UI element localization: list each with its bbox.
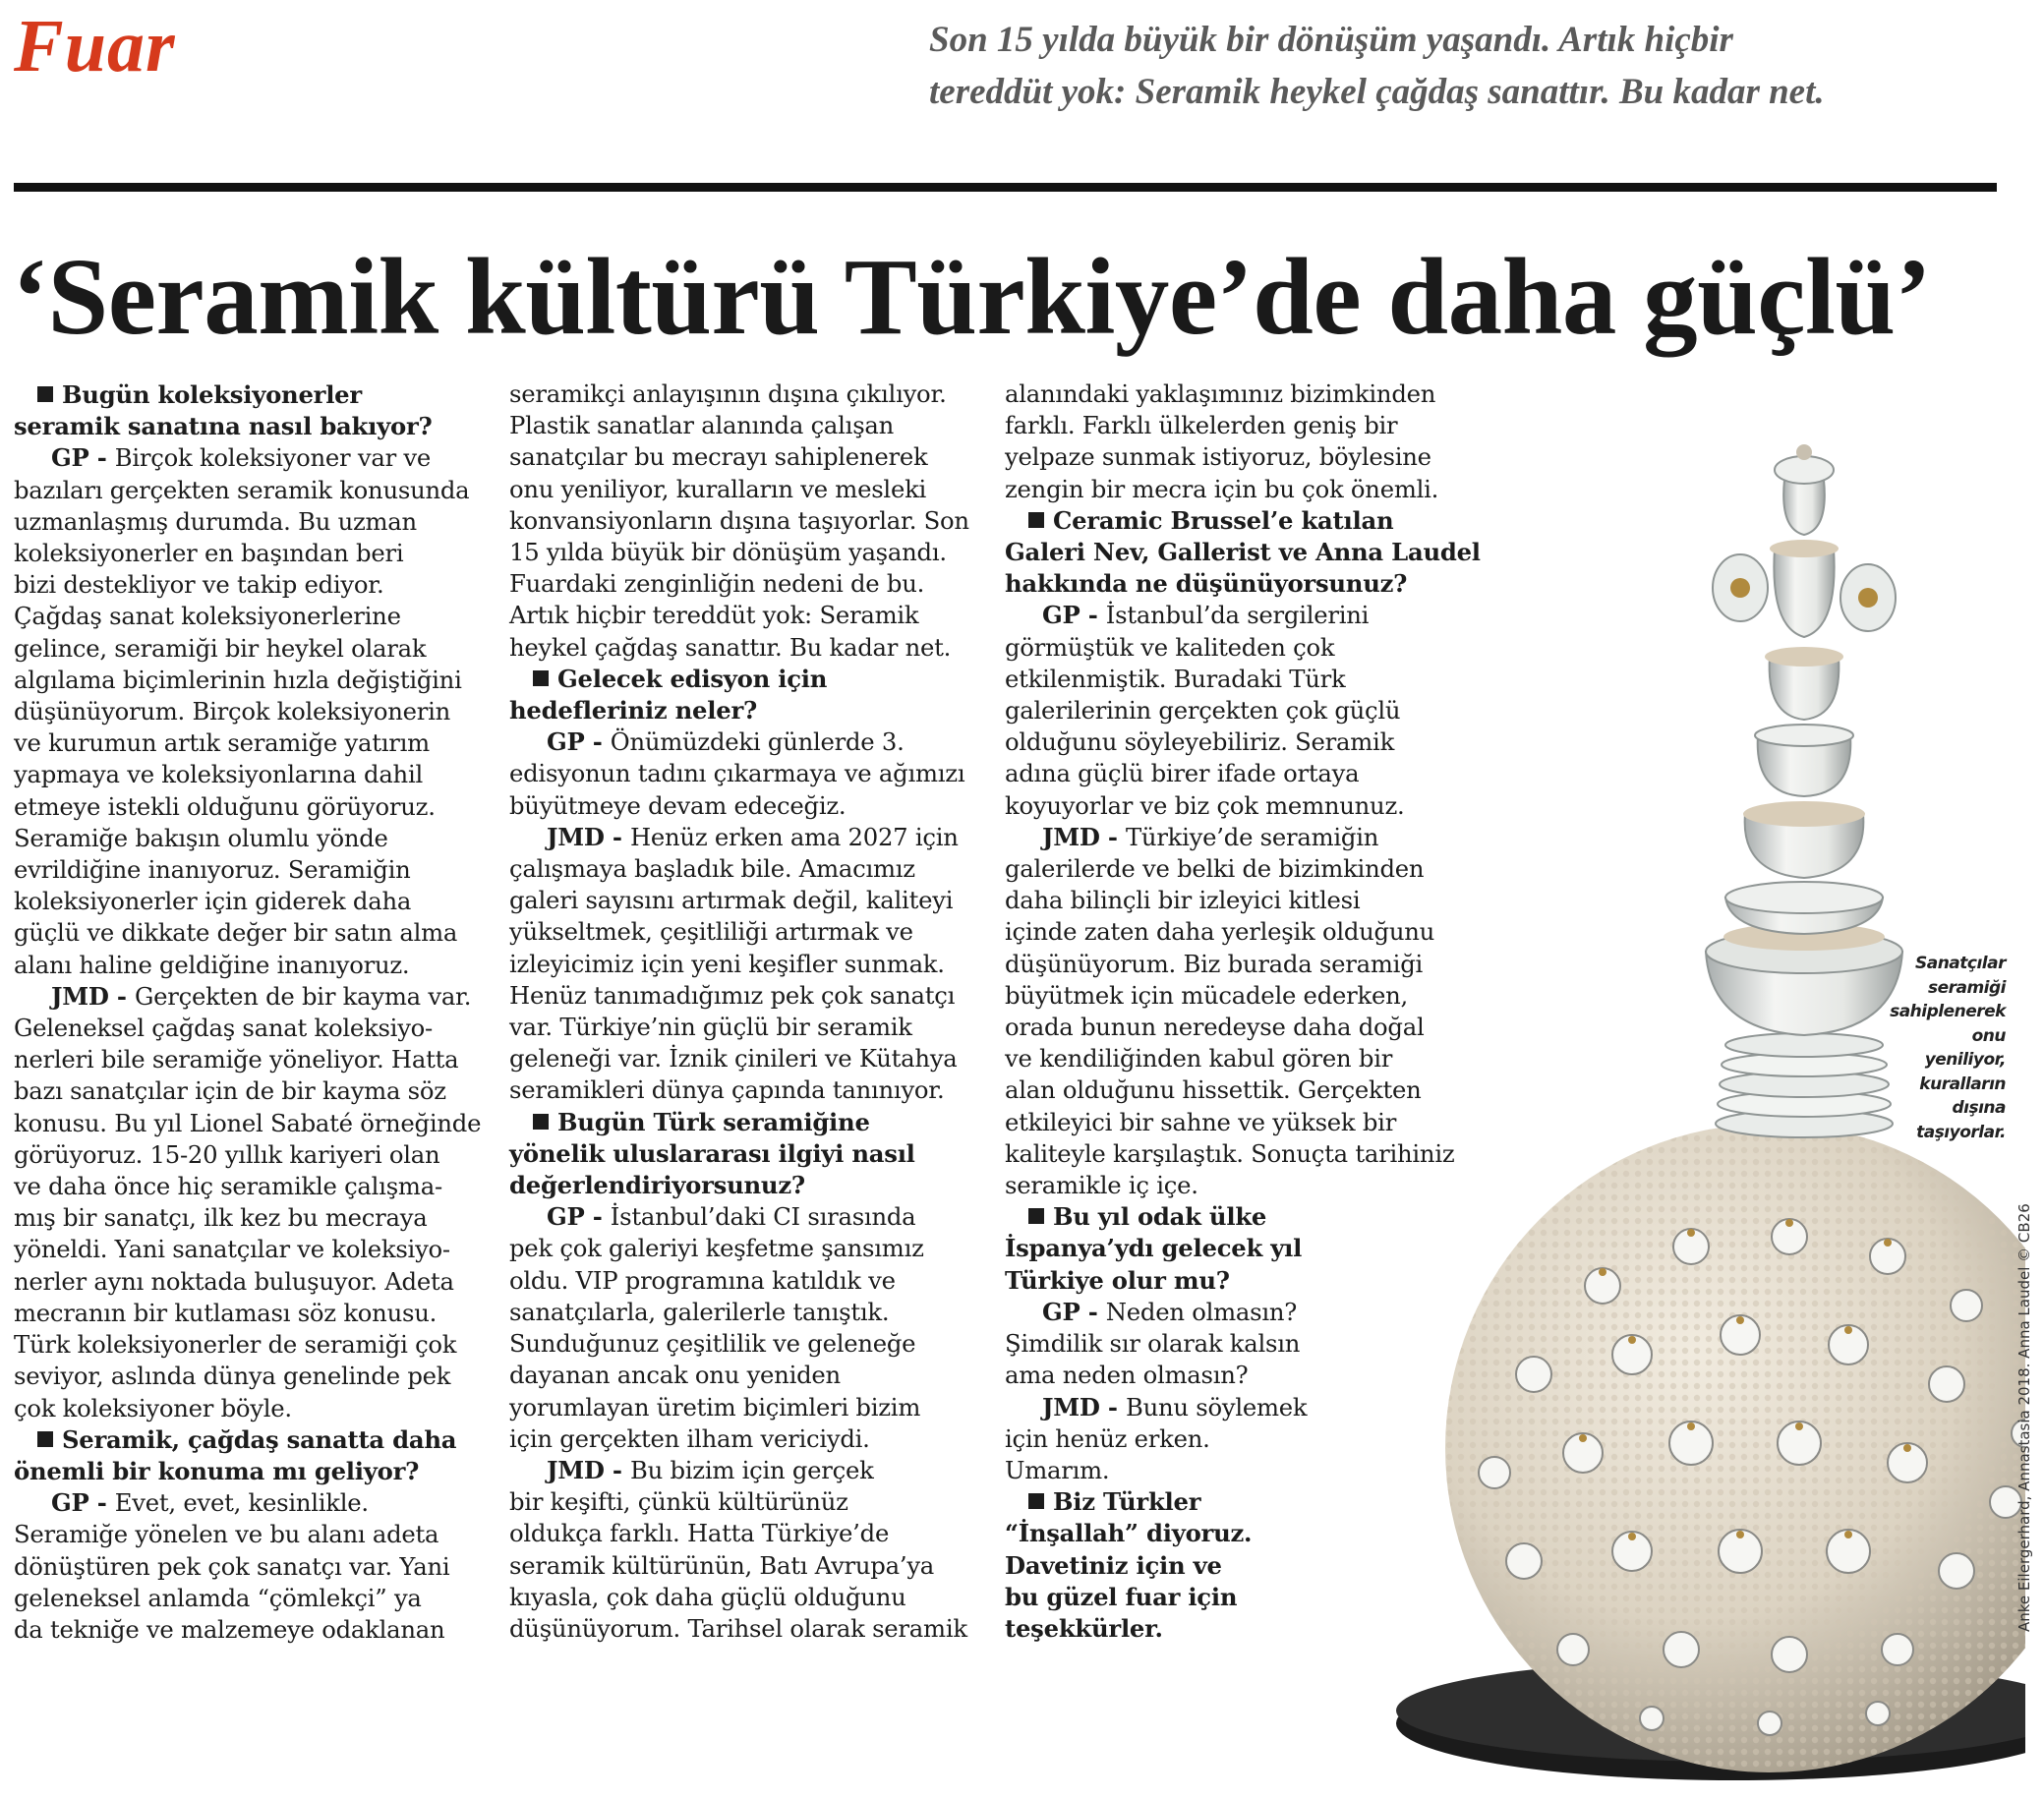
body-line: Çağdaş sanat koleksiyonerlerine xyxy=(14,602,401,631)
question-text: Seramik, çağdaş sanatta daha xyxy=(62,1424,457,1454)
body-line: yapmaya ve koleksiyonlarına dahil xyxy=(14,760,423,789)
body-line: kaliteyle karşılaştık. Sonuçta tarihiniz xyxy=(1005,1138,1455,1168)
answer-text: Bu bizim için gerçek xyxy=(629,1455,874,1484)
photo-credit: Anke Eilergerhard, Annastasia 2018. Anna Laudel © CB26 xyxy=(2015,1203,2033,1632)
body-line: alanındaki yaklaşımınız bizimkinden xyxy=(1005,379,1436,408)
body-line: konusu. Bu yıl Lionel Sabaté örneğinde xyxy=(14,1108,482,1137)
body-line: mış bir sanatçı, ilk kez bu mecraya xyxy=(14,1203,428,1233)
question-text: Davetiniz için ve xyxy=(1005,1550,1222,1580)
body-line: dayanan ancak onu yeniden xyxy=(509,1361,841,1390)
body-line: seramikçi anlayışının dışına çıkılıyor. xyxy=(509,379,947,408)
question-text: teşekkürler. xyxy=(1005,1613,1163,1643)
answer-text: Neden olmasın? xyxy=(1105,1297,1298,1326)
body-line: seramikleri dünya çapında tanınıyor. xyxy=(509,1075,945,1105)
question-text: İspanya’ydı gelecek yıl xyxy=(1005,1234,1303,1263)
body-line: evrildiğine inanıyoruz. Seramiğin xyxy=(14,855,411,885)
answer-text: Türkiye’de seramiğin xyxy=(1125,822,1379,851)
square-bullet-icon xyxy=(37,1431,53,1447)
body-line: sanatçılarla, galerilerle tanıştık. xyxy=(509,1297,890,1326)
body-line: galerilerde ve belki de bizimkinden xyxy=(1005,854,1425,884)
body-line: büyütmek için mücadele ederken, xyxy=(1005,980,1408,1010)
square-bullet-icon xyxy=(533,670,549,686)
speaker-initials: JMD - xyxy=(547,1455,630,1484)
body-line: çok koleksiyoner böyle. xyxy=(14,1393,292,1422)
body-line: bazı sanatçılar için de bir kayma söz xyxy=(14,1076,446,1106)
caption-line: yeniliyor, xyxy=(1924,1050,2006,1070)
body-line: bir keşifti, çünkü kültürünüz xyxy=(509,1487,848,1517)
body-line: etkilenmiştik. Buradaki Türk xyxy=(1005,664,1346,693)
body-line: Plastik sanatlar alanında çalışan xyxy=(509,411,895,440)
body-line: düşünüyorum. Biz burada seramiği xyxy=(1005,949,1424,978)
body-line: koleksiyonerler en başından beri xyxy=(14,539,404,568)
caption-line: seramiği xyxy=(1927,977,2006,998)
question-text: Biz Türkler xyxy=(1053,1487,1201,1517)
body-line: Sunduğunuz çeşitlilik ve geleneğe xyxy=(509,1329,916,1359)
lede-quote xyxy=(929,14,2020,118)
body-line: Şimdilik sır olarak kalsın xyxy=(1005,1329,1301,1359)
body-line: içinde zaten daha yerleşik olduğunu xyxy=(1005,917,1435,947)
speaker-initials: GP - xyxy=(51,443,115,473)
speaker-initials: GP - xyxy=(51,1488,115,1518)
answer-text: Henüz erken ama 2027 için xyxy=(629,822,959,851)
body-line: kıyasla, çok daha güçlü olduğunu xyxy=(509,1582,906,1611)
body-line: yelpaze sunmak istiyoruz, böylesine xyxy=(1005,442,1431,472)
body-line: alanı haline geldiğine inanıyoruz. xyxy=(14,950,410,979)
question-text: hakkında ne düşünüyorsunuz? xyxy=(1005,569,1408,599)
body-line: farklı. Farklı ülkelerden geniş bir xyxy=(1005,411,1398,440)
question-text: Ceramic Brussel’e katılan xyxy=(1053,505,1394,535)
speaker-initials: JMD - xyxy=(51,981,135,1011)
answer-line xyxy=(14,442,503,474)
speaker-initials: JMD - xyxy=(1042,822,1126,851)
body-line: var. Türkiye’nin güçlü bir seramik xyxy=(509,1013,912,1042)
body-line: pek çok galeriyi keşfetme şansımız xyxy=(509,1234,924,1263)
answer-text: İstanbul’da sergilerini xyxy=(1105,601,1370,630)
body-line: geleneksel anlamda “çömlekçi” ya xyxy=(14,1583,422,1612)
square-bullet-icon xyxy=(1028,512,1044,528)
body-line: dönüştüren pek çok sanatçı var. Yani xyxy=(14,1551,450,1581)
body-line: algılama biçimlerinin hızla değiştiğini xyxy=(14,665,462,694)
body-line: ama neden olmasın? xyxy=(1005,1361,1249,1390)
body-line: sanatçılar bu mecrayı sahiplenerek xyxy=(509,442,928,472)
body-line: düşünüyorum. Tarihsel olarak seramik xyxy=(509,1613,967,1643)
body-line: alan olduğunu hissettik. Gerçekten xyxy=(1005,1075,1422,1105)
lede-line: tereddüt yok: Seramik heykel çağdaş sanattır. Bu kadar net. xyxy=(929,72,1825,112)
stacked-plates xyxy=(1716,1033,1893,1137)
question-text: önemli bir konuma mı geliyor? xyxy=(14,1456,420,1485)
body-line: yükseltmek, çeşitliliği artırmak ve xyxy=(509,917,913,947)
question-text: Gelecek edisyon için xyxy=(557,664,828,693)
question-text: Galeri Nev, Gallerist ve Anna Laudel xyxy=(1005,538,1481,567)
body-line: bazıları gerçekten seramik konusunda xyxy=(14,475,470,504)
body-line: görüyoruz. 15-20 yıllık kariyeri olan xyxy=(14,1139,440,1169)
speaker-initials: JMD - xyxy=(1042,1392,1126,1422)
body-line: nerleri bile seramiğe yöneliyor. Hatta xyxy=(14,1045,459,1074)
body-line: olduğunu söyleyebiliriz. Seramik xyxy=(1005,727,1395,757)
body-line: mecranın bir kutlaması söz konusu. xyxy=(14,1298,438,1327)
question-line xyxy=(509,1170,1001,1201)
body-line: gelince, seramiği bir heykel olarak xyxy=(14,633,427,663)
body-line: ve daha önce hiç seramikle çalışma- xyxy=(14,1172,442,1201)
answer-text: İstanbul’daki CI sırasında xyxy=(610,1202,916,1232)
answer-text: Evet, evet, kesinlikle. xyxy=(114,1488,369,1518)
answer-text: Gerçekten de bir kayma var. xyxy=(134,981,472,1011)
body-line: uzmanlaşmış durumda. Bu uzman xyxy=(14,506,417,536)
question-line xyxy=(509,664,1001,695)
body-line: görmüştük ve kaliteden çok xyxy=(1005,632,1335,662)
body-line: oldukça farklı. Hatta Türkiye’de xyxy=(509,1519,890,1548)
text-column-2 xyxy=(509,378,1001,1645)
body-line: bizi destekliyor ve takip ediyor. xyxy=(14,570,384,600)
caption-line: Sanatçılar xyxy=(1914,954,2006,973)
answer-line xyxy=(14,1487,503,1519)
body-line: zengin bir mecra için bu çok önemli. xyxy=(1005,474,1439,503)
body-line: çalışmaya başladık bile. Amacımız xyxy=(509,854,915,884)
body-line: galeri sayısını artırmak değil, kaliteyi xyxy=(509,886,954,915)
caption-line: taşıyorlar. xyxy=(1916,1122,2006,1142)
photo-caption xyxy=(1868,952,2006,1144)
body-line: geleneği var. İznik çinileri ve Kütahya xyxy=(509,1044,958,1074)
speaker-initials: GP - xyxy=(1042,1297,1106,1326)
body-line: Türk koleksiyonerler de seramiği çok xyxy=(14,1330,457,1360)
body-line: yorumlayan üretim biçimleri bizim xyxy=(509,1392,921,1422)
body-line: için henüz erken. xyxy=(1005,1423,1210,1453)
question-line xyxy=(509,1107,1001,1138)
body-line: 15 yılda büyük bir dönüşüm yaşandı. xyxy=(509,538,947,567)
question-text: Bugün koleksiyonerler xyxy=(62,380,362,409)
question-text: seramik sanatına nasıl bakıyor? xyxy=(14,412,433,441)
question-text: Bu yıl odak ülke xyxy=(1053,1202,1267,1232)
body-line: ve kendiliğinden kabul gören bir xyxy=(1005,1044,1393,1074)
question-text: Bugün Türk seramiğine xyxy=(557,1107,870,1136)
body-line: orada bunun neredeyse daha doğal xyxy=(1005,1013,1425,1042)
body-line: Seramiğe yönelen ve bu alanı adeta xyxy=(14,1520,439,1549)
question-text: yönelik uluslararası ilgiyi nasıl xyxy=(509,1138,915,1168)
lede-line: Son 15 yılda büyük bir dönüşüm yaşandı. Artık hiçbir xyxy=(929,20,1733,60)
square-bullet-icon xyxy=(1028,1493,1044,1509)
body-line: koleksiyonerler için giderek daha xyxy=(14,887,412,916)
answer-text: Önümüzdeki günlerde 3. xyxy=(610,727,905,757)
answer-text: Bunu söylemek xyxy=(1125,1392,1308,1422)
speaker-initials: JMD - xyxy=(547,822,630,851)
question-line xyxy=(14,379,503,411)
question-text: “İnşallah” diyoruz. xyxy=(1005,1519,1253,1548)
answer-text: Birçok koleksiyoner var ve xyxy=(114,443,432,473)
body-line: için gerçekten ilham vericiydi. xyxy=(509,1423,870,1453)
question-line xyxy=(509,1138,1001,1170)
text-column-1 xyxy=(14,379,503,1646)
body-line: etkileyici bir sahne ve yüksek bir xyxy=(1005,1107,1397,1136)
body-line: Seramiğe bakışın olumlu yönde xyxy=(14,823,388,852)
caption-line: onu xyxy=(1971,1025,2006,1046)
speaker-initials: GP - xyxy=(547,727,611,757)
body-line: izleyicimiz için yeni keşifler sunmak. xyxy=(509,949,945,978)
body-line: ve kurumun artık seramiğe yatırım xyxy=(14,728,430,758)
answer-line xyxy=(509,822,1001,853)
question-line xyxy=(14,1456,503,1487)
body-line: oldu. VIP programına katıldık ve xyxy=(509,1265,896,1295)
header-rule xyxy=(14,183,1997,192)
body-line: yöneldi. Yani sanatçılar ve koleksiyo- xyxy=(14,1235,450,1264)
question-line xyxy=(509,695,1001,726)
body-line: Fuardaki zenginliğin nedeni de bu. xyxy=(509,569,925,599)
body-line: koyuyorlar ve biz çok memnunuz. xyxy=(1005,790,1405,820)
body-line: onu yeniliyor, kuralların ve mesleki xyxy=(509,474,927,503)
article-headline: ‘Seramik kültürü Türkiye’de daha güçlü’ xyxy=(12,237,1932,358)
speaker-initials: GP - xyxy=(1042,601,1106,630)
body-line: düşünüyorum. Birçok koleksiyonerin xyxy=(14,697,451,726)
question-text: bu güzel fuar için xyxy=(1005,1582,1238,1611)
body-line: büyütmeye devam edeceğiz. xyxy=(509,790,847,820)
answer-line xyxy=(509,1201,1001,1233)
body-line: etmeye istekli olduğunu görüyoruz. xyxy=(14,791,436,821)
answer-line xyxy=(509,1455,1001,1486)
question-line xyxy=(14,411,503,442)
question-text: hedefleriniz neler? xyxy=(509,696,757,725)
square-bullet-icon xyxy=(37,386,53,402)
body-line: Umarım. xyxy=(1005,1455,1110,1484)
caption-line: dışına xyxy=(1952,1098,2006,1118)
body-line: adına güçlü birer ifade ortaya xyxy=(1005,759,1360,788)
body-line: güçlü ve dikkate değer bir satın alma xyxy=(14,918,458,948)
body-line: seramikle iç içe. xyxy=(1005,1171,1198,1200)
body-line: da tekniğe ve malzemeye odaklanan xyxy=(14,1614,445,1644)
body-line: Artık hiçbir tereddüt yok: Seramik xyxy=(509,601,919,630)
body-line: nerler aynı noktada buluşuyor. Adeta xyxy=(14,1266,454,1296)
body-line: heykel çağdaş sanattır. Bu kadar net. xyxy=(509,632,952,662)
square-bullet-icon xyxy=(1028,1208,1044,1224)
square-bullet-icon xyxy=(533,1114,549,1130)
body-line: edisyonun tadını çıkarmaya ve ağımızı xyxy=(509,759,965,788)
body-line: konvansiyonların dışına taşıyorlar. Son xyxy=(509,505,969,535)
section-label: Fuar xyxy=(14,5,176,87)
body-line: seviyor, aslında dünya genelinde pek xyxy=(14,1362,451,1391)
speaker-initials: GP - xyxy=(547,1202,611,1232)
body-line: Henüz tanımadığımız pek çok sanatçı xyxy=(509,980,956,1010)
caption-line: sahiplenerek xyxy=(1890,1002,2006,1021)
question-text: Türkiye olur mu? xyxy=(1005,1265,1230,1295)
question-text: değerlendiriyorsunuz? xyxy=(509,1171,805,1200)
answer-line xyxy=(509,726,1001,758)
caption-line: kuralların xyxy=(1919,1074,2006,1094)
body-line: seramik kültürünün, Batı Avrupa’ya xyxy=(509,1550,935,1580)
body-line: galerilerinin gerçekten çok güçlü xyxy=(1005,696,1401,725)
question-line xyxy=(14,1424,503,1456)
body-line: Geleneksel çağdaş sanat koleksiyo- xyxy=(14,1014,434,1043)
body-line: daha bilinçli bir izleyici kitlesi xyxy=(1005,886,1361,915)
answer-line xyxy=(14,981,503,1013)
